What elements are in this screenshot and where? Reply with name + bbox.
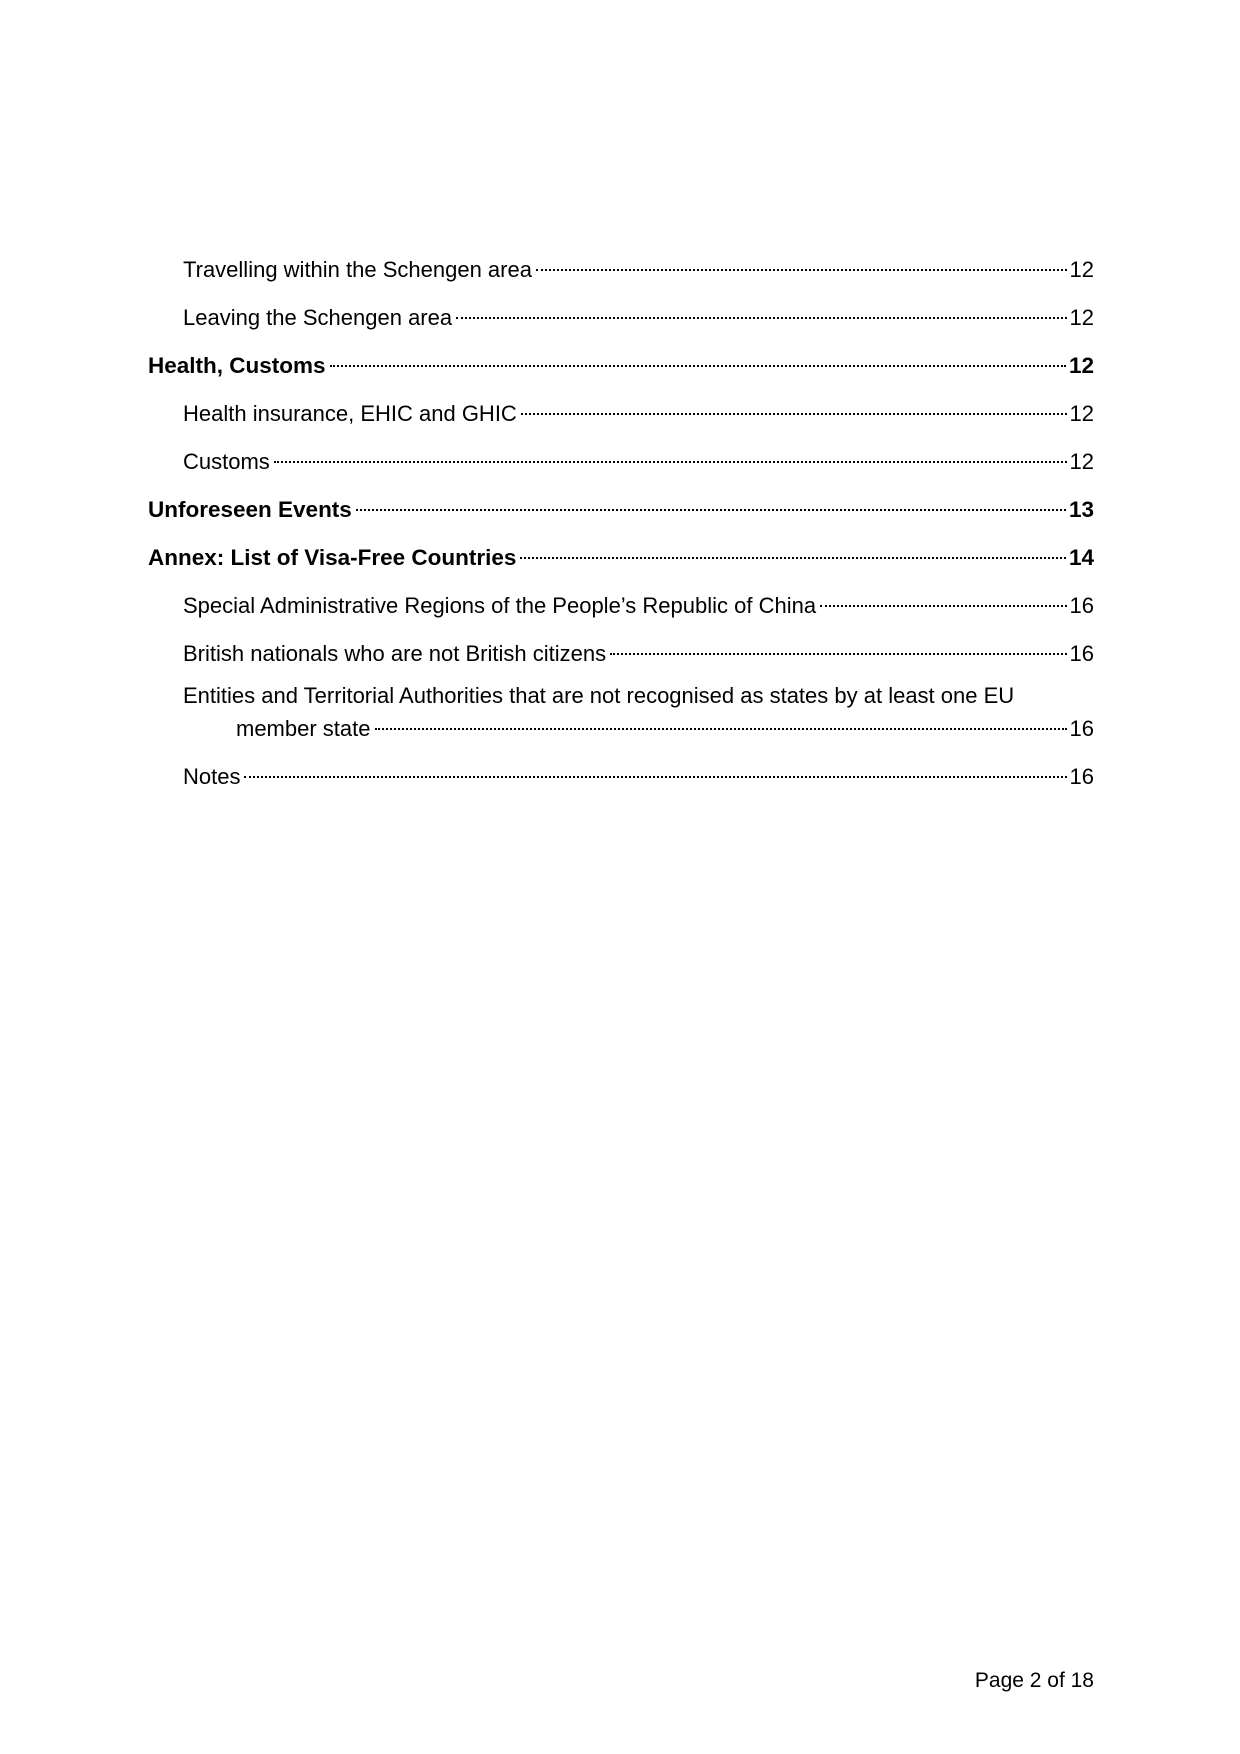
toc-entry-title: British nationals who are not British citizens [183, 641, 607, 666]
toc-entry-title: Unforeseen Events [148, 497, 352, 522]
toc-entry-title: Customs [183, 449, 270, 474]
toc-entry-page: 12 [1069, 305, 1094, 330]
toc-entry-health-insurance[interactable] [148, 394, 1094, 427]
dot-leader [244, 757, 1066, 784]
toc-entry-page: 12 [1069, 257, 1094, 282]
toc-entry-british-nationals[interactable] [148, 634, 1094, 667]
dot-leader [536, 250, 1067, 277]
toc-entry-unforeseen-events[interactable] [148, 490, 1094, 523]
dot-leader [330, 346, 1066, 373]
toc-entry-annex-visa-free[interactable] [148, 538, 1094, 571]
dot-leader [820, 586, 1066, 613]
toc-entry-page: 13 [1068, 497, 1094, 522]
toc-entry-page: 14 [1068, 545, 1094, 570]
toc-entry-page: 16 [1069, 641, 1094, 666]
dot-leader [520, 538, 1066, 565]
toc-entry-notes[interactable] [148, 757, 1094, 790]
toc-entry-title: Travelling within the Schengen area [183, 257, 532, 282]
dot-leader [610, 634, 1066, 661]
toc-entry-travelling-within-schengen[interactable] [148, 250, 1094, 283]
toc-entry-page: 16 [1069, 716, 1094, 741]
toc-entry-page: 12 [1069, 401, 1094, 426]
toc-entry-title-line-2: member state [236, 716, 371, 741]
toc-entry-page: 12 [1068, 353, 1094, 378]
dot-leader [521, 394, 1067, 421]
table-of-contents [148, 250, 1094, 805]
toc-entry-special-administrative-regions[interactable] [148, 586, 1094, 619]
toc-entry-health-customs[interactable] [148, 346, 1094, 379]
dot-leader [375, 709, 1067, 736]
toc-entry-title: Notes [183, 764, 241, 789]
dot-leader [456, 298, 1066, 325]
toc-entry-title-line-2-row [183, 709, 1094, 742]
page-number-footer: Page 2 of 18 [974, 1669, 1094, 1692]
toc-entry-title: Health, Customs [148, 353, 326, 378]
toc-entry-entities-territorial-authorities[interactable] [148, 682, 1094, 742]
toc-entry-title: Special Administrative Regions of the People’s Republic of China [183, 593, 817, 618]
toc-entry-page: 16 [1069, 593, 1094, 618]
toc-entry-title: Leaving the Schengen area [183, 305, 453, 330]
toc-entry-title: Annex: List of Visa-Free Countries [148, 545, 517, 570]
dot-leader [356, 490, 1066, 517]
toc-entry-page: 12 [1069, 449, 1094, 474]
toc-entry-title: Health insurance, EHIC and GHIC [183, 401, 517, 426]
dot-leader [274, 442, 1067, 469]
toc-entry-title-line-1: Entities and Territorial Authorities that are not recognised as states by at least one EU [183, 683, 1015, 708]
toc-entry-leaving-schengen[interactable] [148, 298, 1094, 331]
toc-entry-customs[interactable] [148, 442, 1094, 475]
toc-entry-page: 16 [1069, 764, 1094, 789]
